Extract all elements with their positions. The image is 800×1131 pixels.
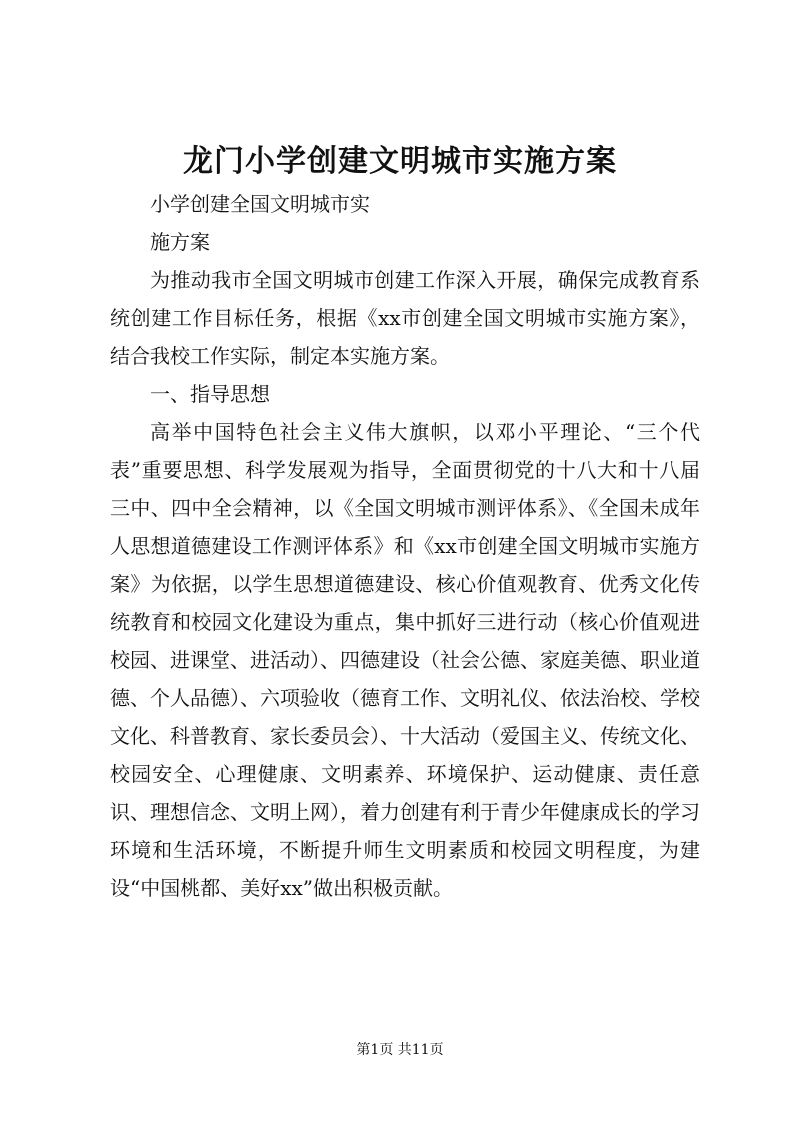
paragraph-subtitle-line-2: 施方案 — [150, 230, 210, 254]
page-number-footer: 第1页 共11页 — [356, 1042, 444, 1058]
paragraph-subtitle-line-1: 小学创建全国文明城市实 — [150, 192, 370, 216]
section-heading-guiding-ideology: 一、指导思想 — [150, 382, 270, 406]
paragraph-intro: 为推动我市全国文明城市创建工作深入开展，确保完成教育系统创建工作目标任务，根据《xx市创建全国文明城市实施方案》，结合我校工作实际，制定本实施方案。 — [110, 268, 700, 368]
document-title: 龙门小学创建文明城市实施方案 — [183, 144, 617, 179]
paragraph-guiding-ideology: 高举中国特色社会主义伟大旗帜，以邓小平理论、“三个代表”重要思想、科学发展观为指导，全面贯彻党的十八大和十八届三中、四中全会精神，以《全国文明城市测评体系》、《全国未成年人思想道德建设工作测评体系》和《xx市创建全国文明城市实施方案》为依据，以学生思想道德建设、核心价值观教育、优秀文化传统教育和校园文化建设为重点，集中抓好三进行动（核心价值观进校园、进课堂、进活动）、四德建设（社会公德、家庭美德、职业道德、个人品德）、六项验收（德育工作、文明礼仪、依法治校、学校文化、科普教育、家长委员会）、十大活动（爱国主义、传统文化、校园安全、心理健康、文明素养、环境保护、运动健康、责任意识、理想信念、文明上网），着力创建有利于青少年健康成长的学习环境和生活环境，不断提升师生文明素质和校园文明程度，为建设“中国桃都、美好xx”做出积极贡献。 — [110, 420, 700, 900]
document-body — [110, 185, 700, 907]
